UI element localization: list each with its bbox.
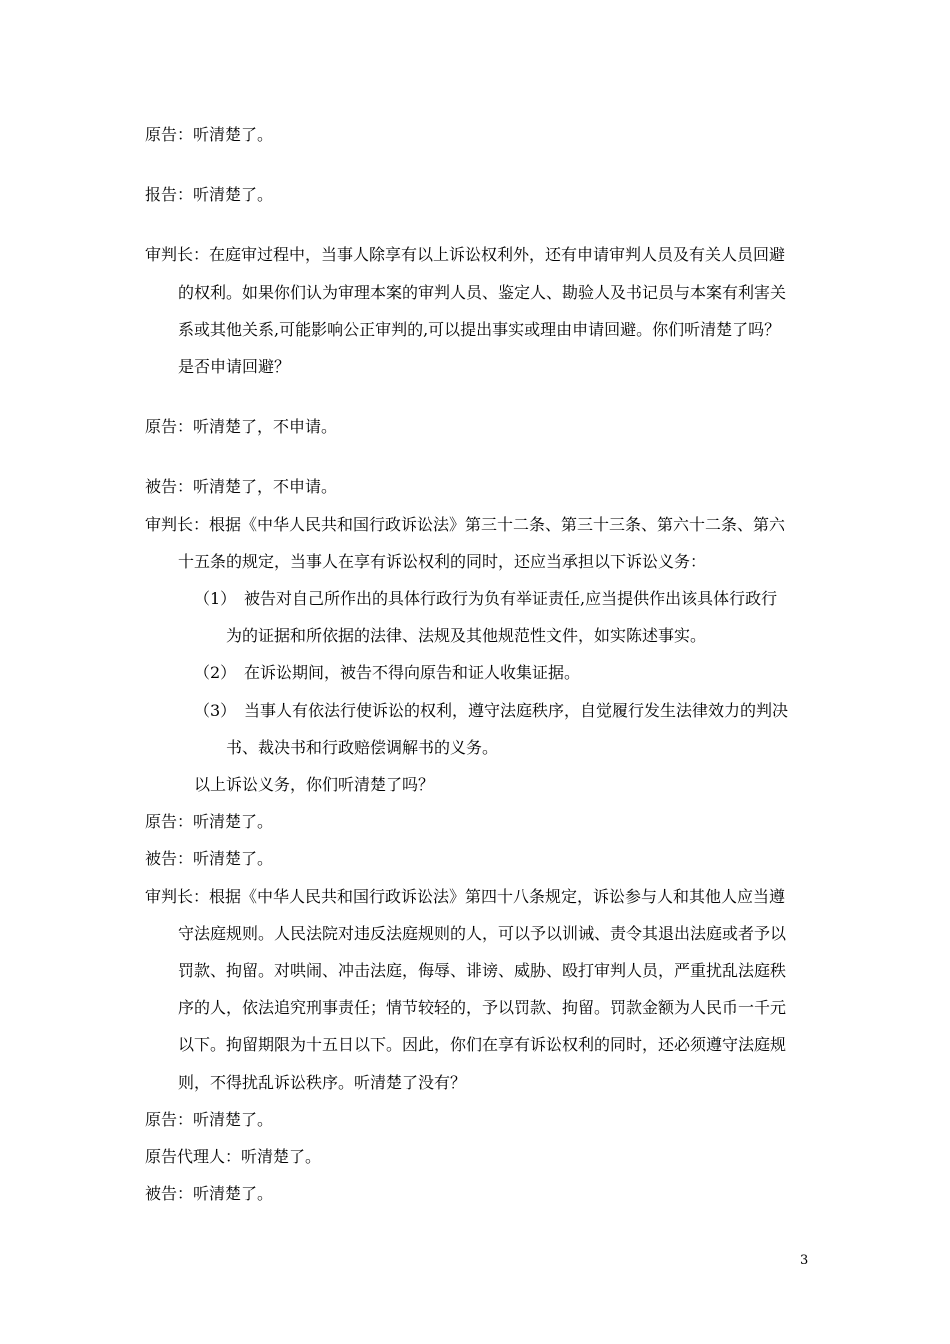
duty-item-3-line-2: 书、裁决书和行政赔偿调解书的义务。: [226, 738, 499, 757]
duty-item-1-line-2: 为的证据和所依据的法律、法规及其他规范性文件，如实陈述事实。: [226, 626, 707, 645]
duty-item-3-number: （3）: [194, 701, 237, 720]
dialogue-defendant-2: 被告：听清楚了。: [145, 849, 274, 868]
duties-question: 以上诉讼义务，你们听清楚了吗？: [194, 775, 435, 794]
dialogue-plaintiff-3: 原告：听清楚了。: [145, 812, 274, 831]
presiding-judge-rules-line-4: 序的人，依法追究刑事责任；情节较轻的，予以罚款、拘留。罚款金额为人民币一千元: [178, 998, 787, 1017]
dialogue-plaintiff-2: 原告：听清楚了，不申请。: [145, 417, 338, 436]
presiding-judge-recusal-line-2: 的权利。如果你们认为审理本案的审判人员、鉴定人、勘验人及书记员与本案有利害关: [178, 283, 787, 302]
presiding-judge-rules-line-2: 守法庭规则。人民法院对违反法庭规则的人，可以予以训诫、责令其退出法庭或者予以: [178, 924, 787, 943]
duty-item-3-line-1: 当事人有依法行使诉讼的权利，遵守法庭秩序，自觉履行发生法律效力的判决: [244, 701, 789, 720]
presiding-judge-rules-line-5: 以下。拘留期限为十五日以下。因此，你们在享有诉讼权利的同时，还必须遵守法庭规: [178, 1035, 787, 1054]
presiding-judge-recusal-line-1: 审判长：在庭审过程中，当事人除享有以上诉讼权利外，还有申请审判人员及有关人员回避: [145, 245, 786, 264]
presiding-judge-rules-line-6: 则，不得扰乱诉讼秩序。听清楚了没有？: [178, 1073, 467, 1092]
presiding-judge-duties-line-2: 十五条的规定，当事人在享有诉讼权利的同时，还应当承担以下诉讼义务：: [178, 552, 707, 571]
dialogue-reporter: 报告：听清楚了。: [145, 185, 274, 204]
duty-item-1-line-1: 被告对自己所作出的具体行政行为负有举证责任,应当提供作出该具体行政行: [244, 589, 778, 608]
presiding-judge-duties-line-1: 审判长：根据《中华人民共和国行政诉讼法》第三十二条、第三十三条、第六十二条、第六: [145, 515, 786, 534]
presiding-judge-rules-line-1: 审判长：根据《中华人民共和国行政诉讼法》第四十八条规定，诉讼参与人和其他人应当遵: [145, 887, 786, 906]
duty-item-1-number: （1）: [194, 589, 237, 608]
presiding-judge-recusal-line-4: 是否申请回避？: [178, 357, 291, 376]
presiding-judge-rules-line-3: 罚款、拘留。对哄闹、冲击法庭，侮辱、诽谤、威胁、殴打审判人员，严重扰乱法庭秩: [178, 961, 787, 980]
dialogue-defendant-1: 被告：听清楚了，不申请。: [145, 477, 338, 496]
duty-item-2-line-1: 在诉讼期间，被告不得向原告和证人收集证据。: [244, 663, 581, 682]
dialogue-plaintiff-4: 原告：听清楚了。: [145, 1110, 274, 1129]
page-number: 3: [800, 1253, 809, 1268]
dialogue-plaintiff-agent: 原告代理人：听清楚了。: [145, 1147, 322, 1166]
dialogue-defendant-3: 被告：听清楚了。: [145, 1184, 274, 1203]
duty-item-2-number: （2）: [194, 663, 237, 682]
dialogue-plaintiff-1: 原告：听清楚了。: [145, 125, 274, 144]
presiding-judge-recusal-line-3: 系或其他关系,可能影响公正审判的,可以提出事实或理由申请回避。你们听清楚了吗？: [178, 320, 781, 339]
